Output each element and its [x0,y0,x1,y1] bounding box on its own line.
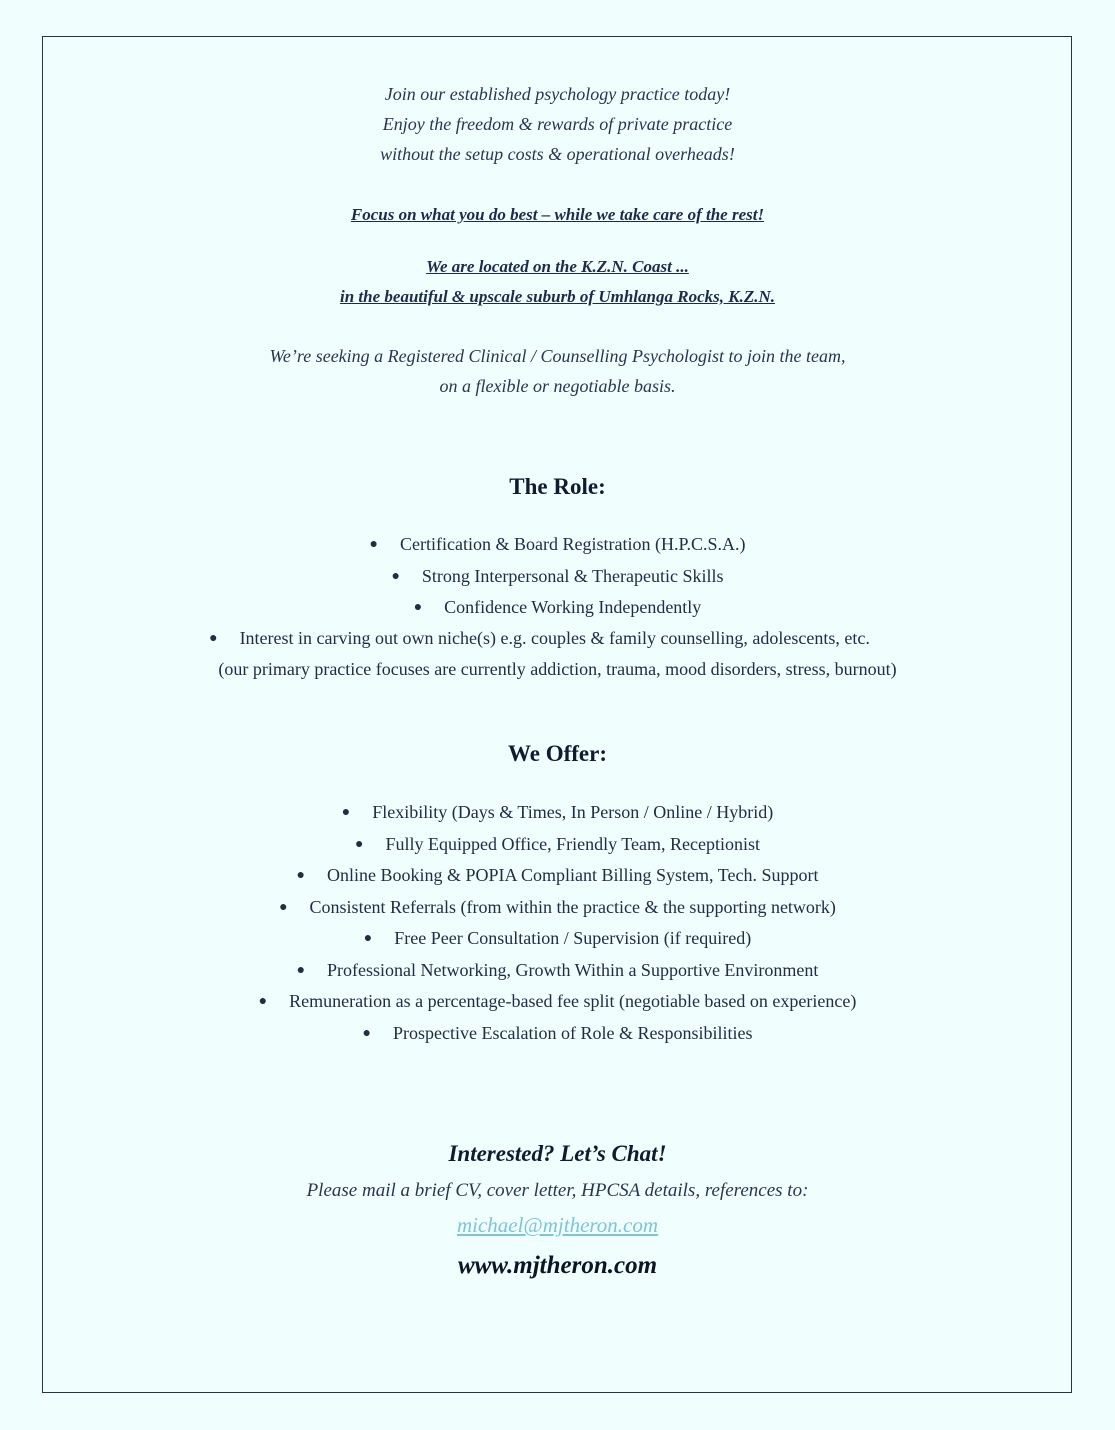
offer-item [0,865,1115,886]
role-item [0,597,1115,618]
bullet-icon: ● [209,631,218,646]
offer-item [0,1023,1115,1044]
tagline: Focus on what you do best – while we take care of the rest! [350,205,765,224]
bullet-icon: ● [258,994,268,1009]
offer-item [0,834,1115,855]
intro-line-2: Enjoy the freedom & rewards of private practice [382,114,733,134]
bullet-icon: ● [341,805,351,820]
bullet-icon: ● [391,569,400,584]
role-item [0,628,1097,649]
role-item-text: Certification & Board Registration (H.P.C.S.A.) [400,534,746,554]
offer-item-text: Free Peer Consultation / Supervision (if required) [394,928,752,948]
bullet-icon: ● [355,837,364,852]
bullet-icon: ● [369,537,378,552]
seeking-line-1: We’re seeking a Registered Clinical / Counselling Psychologist to join the team, [269,346,846,366]
bullet-icon: ● [363,931,373,946]
offer-item-text: Remuneration as a percentage-based fee split (negotiable based on experience) [289,991,857,1011]
offer-item [0,897,1115,918]
location-line-1: We are located on the K.Z.N. Coast ... [426,257,689,276]
contact-instructions: Please mail a brief CV, cover letter, HPCSA details, references to: [306,1180,809,1201]
contact-cta: Interested? Let’s Chat! [448,1141,667,1166]
role-heading: The Role: [509,474,606,499]
intro-line-1: Join our established psychology practice today! [384,84,731,104]
location-line-2: in the beautiful & upscale suburb of Umhlanga Rocks, K.Z.N. [340,287,775,306]
offer-item [0,928,1115,949]
role-item-text: Interest in carving out own niche(s) e.g. couples & family counselling, adolescents, etc. [239,628,870,648]
bullet-icon: ● [362,1026,371,1041]
offer-item-text: Consistent Referrals (from within the practice & the supporting network) [309,897,836,917]
offer-item-text: Prospective Escalation of Role & Responsibilities [393,1023,753,1043]
offer-item [0,960,1115,981]
bullet-icon: ● [296,868,306,883]
bullet-icon: ● [413,600,423,615]
offer-item-text: Fully Equipped Office, Friendly Team, Receptionist [385,834,760,854]
role-item-text: Confidence Working Independently [444,597,702,617]
offer-item-text: Professional Networking, Growth Within a Supportive Environment [327,960,819,980]
offer-heading: We Offer: [508,741,607,766]
email-link[interactable]: michael@mjtheron.com [456,1213,659,1237]
email-row [0,1213,1115,1238]
role-item-text: Strong Interpersonal & Therapeutic Skills [421,566,724,586]
offer-item [0,802,1115,823]
role-item [0,566,1115,587]
bullet-icon: ● [279,900,288,915]
seeking-line-2: on a flexible or negotiable basis. [439,376,676,396]
bullet-icon: ● [296,963,306,978]
website-url[interactable]: www.mjtheron.com [457,1252,658,1279]
intro-line-3: without the setup costs & operational overheads! [380,144,735,164]
role-note: (our primary practice focuses are currently addiction, trauma, mood disorders, stress, burnout) [218,659,897,679]
offer-item-text: Online Booking & POPIA Compliant Billing System, Tech. Support [327,865,819,885]
offer-item [0,991,1115,1012]
role-item [0,534,1115,555]
offer-item-text: Flexibility (Days & Times, In Person / Online / Hybrid) [372,802,774,822]
